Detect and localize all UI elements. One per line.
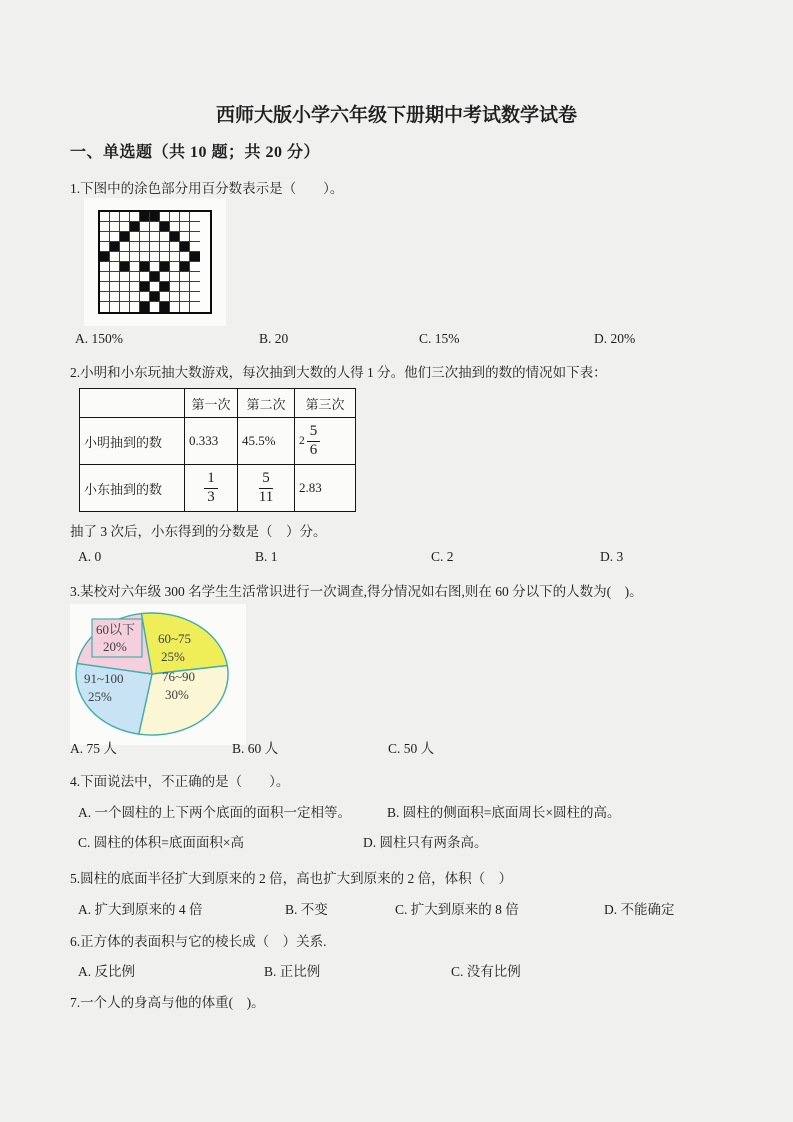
grid-cell (140, 252, 150, 262)
pie-pct-below60: 20% (103, 639, 127, 654)
grid-cell-shaded (190, 252, 200, 262)
grid-cell (130, 242, 140, 252)
q2-option-a: A. 0 (78, 549, 102, 564)
grid-cell (140, 242, 150, 252)
grid-cell (160, 292, 170, 302)
q2-numbers-table (79, 388, 356, 512)
grid-cell (110, 222, 120, 232)
cell-value: 0.333 (185, 418, 238, 465)
q4-option-a: A. 一个圆柱的上下两个底面的面积一定相等。 (78, 805, 351, 820)
grid-cell (120, 222, 130, 232)
pie-pct-60-75: 25% (161, 649, 185, 664)
grid-cell (160, 252, 170, 262)
q4-options-row-2 (0, 831, 793, 851)
grid-cell-shaded (160, 222, 170, 232)
grid-cell-shaded (150, 212, 160, 222)
grid-cell-shaded (160, 302, 170, 312)
grid-cell-shaded (170, 232, 180, 242)
grid-cell (110, 292, 120, 302)
grid-cell (120, 212, 130, 222)
question-3-text: 3.某校对六年级 300 名学生生活常识进行一次调查,得分情况如右图,则在 60 分以下的人数为( )。 (70, 584, 643, 599)
q1-shaded-grid-figure (84, 198, 226, 326)
table-header-row (80, 389, 356, 418)
question-7-text: 7.一个人的身高与他的体重( )。 (70, 995, 265, 1010)
grid-cell-shaded (150, 272, 160, 282)
grid-cell (190, 242, 200, 252)
grid-cell (190, 212, 200, 222)
q6-option-a: A. 反比例 (78, 964, 135, 979)
header-empty (80, 389, 185, 418)
grid-cell (150, 282, 160, 292)
grid-cell (180, 232, 190, 242)
table-row-xiaodong (80, 465, 356, 512)
grid-cell (120, 242, 130, 252)
grid-cell (130, 252, 140, 262)
q1-option-d: D. 20% (594, 331, 636, 346)
grid-cell-shaded (150, 292, 160, 302)
grid-cell (180, 292, 190, 302)
grid-cell (130, 282, 140, 292)
grid-cell (190, 292, 200, 302)
pie-pct-91-100: 25% (88, 689, 112, 704)
grid-cell-shaded (180, 262, 190, 272)
q5-option-c: C. 扩大到原来的 8 倍 (395, 902, 519, 917)
header-third: 第三次 (295, 389, 356, 418)
grid-cell (190, 282, 200, 292)
q3-option-a: A. 75 人 (70, 741, 117, 756)
grid-cell (190, 222, 200, 232)
q1-option-c: C. 15% (419, 331, 460, 346)
grid-cell (110, 262, 120, 272)
grid-cell-shaded (140, 262, 150, 272)
grid-cell (110, 232, 120, 242)
q2-option-c: C. 2 (431, 549, 454, 564)
grid-cell-shaded (100, 252, 110, 262)
grid-cell (160, 212, 170, 222)
q1-options-row (0, 331, 793, 351)
question-6-text: 6.正方体的表面积与它的棱长成（ ）关系. (70, 934, 327, 949)
grid-cell (130, 292, 140, 302)
grid-cell (180, 302, 190, 312)
grid-cell (110, 272, 120, 282)
grid-cell (180, 222, 190, 232)
question-5-text: 5.圆柱的底面半径扩大到原来的 2 倍，高也扩大到原来的 2 倍，体积（ ） (70, 871, 513, 886)
cell-value: 45.5% (238, 418, 295, 465)
grid-cell (100, 212, 110, 222)
grid-cell (130, 302, 140, 312)
grid-cell (150, 262, 160, 272)
q4-options-row-1 (0, 801, 793, 821)
grid-cell (190, 272, 200, 282)
q1-option-b: B. 20 (259, 331, 289, 346)
q6-option-c: C. 没有比例 (451, 964, 521, 979)
grid-cell (100, 302, 110, 312)
grid-cell-shaded (140, 302, 150, 312)
pie-label-60-75: 60~75 (158, 631, 192, 646)
cell-value: 2.83 (295, 465, 356, 512)
grid-cell (180, 252, 190, 262)
pie-label-below60: 60以下 (96, 622, 136, 637)
grid-cell (170, 282, 180, 292)
grid-cell (170, 302, 180, 312)
mixed-whole: 2 (299, 435, 305, 447)
grid-cell-shaded (140, 212, 150, 222)
grid-cell (150, 252, 160, 262)
q4-option-b: B. 圆柱的侧面积=底面周长×圆柱的高。 (387, 805, 621, 820)
q2-option-b: B. 1 (255, 549, 278, 564)
q1-option-a: A. 150% (75, 331, 123, 346)
q4-option-d: D. 圆柱只有两条高。 (363, 835, 488, 850)
grid-cell (170, 292, 180, 302)
grid-cell-shaded (160, 282, 170, 292)
pie-label-76-90: 76~90 (162, 669, 196, 684)
shaded-grid-image (98, 210, 212, 314)
grid-cell (170, 242, 180, 252)
grid-cell (110, 212, 120, 222)
score-pie-chart (70, 608, 246, 742)
grid-cell (100, 282, 110, 292)
grid-cell (130, 232, 140, 242)
grid-cell (110, 252, 120, 262)
grid-cell (170, 222, 180, 232)
grid-cell (160, 242, 170, 252)
grid-cell (180, 272, 190, 282)
grid-cell (150, 302, 160, 312)
grid-cell (170, 272, 180, 282)
grid-cell (100, 242, 110, 252)
grid-cell-shaded (160, 262, 170, 272)
grid-cell (110, 302, 120, 312)
cell-fraction (238, 465, 295, 512)
grid-cell (100, 222, 110, 232)
grid-cell-shaded (110, 242, 120, 252)
grid-cell (110, 282, 120, 292)
pie-pct-76-90: 30% (165, 687, 189, 702)
grid-cell (140, 222, 150, 232)
grid-cell (130, 262, 140, 272)
fraction: $\frac{1}{3}$ (204, 471, 218, 506)
grid-cell (120, 302, 130, 312)
q5-option-a: A. 扩大到原来的 4 倍 (78, 902, 203, 917)
grid-cell (170, 252, 180, 262)
grid-cell (100, 232, 110, 242)
question-1-text: 1.下图中的涂色部分用百分数表示是（ ）。 (70, 181, 344, 196)
grid-cell (120, 272, 130, 282)
grid-cell (130, 272, 140, 282)
q5-options-row (0, 898, 793, 918)
grid-cell (170, 262, 180, 272)
grid-cell (100, 292, 110, 302)
grid-cell (120, 292, 130, 302)
q6-option-b: B. 正比例 (264, 964, 321, 979)
grid-cell (160, 272, 170, 282)
grid-cell (190, 232, 200, 242)
q3-pie-figure (70, 604, 246, 745)
table-row-xiaoming (80, 418, 356, 465)
grid-cell (190, 262, 200, 272)
grid-cell (140, 292, 150, 302)
q5-option-b: B. 不变 (285, 902, 328, 917)
grid-cell-shaded (180, 242, 190, 252)
grid-cell (150, 232, 160, 242)
grid-cell (180, 282, 190, 292)
q5-option-d: D. 不能确定 (604, 902, 675, 917)
grid-cell (120, 252, 130, 262)
q4-option-c: C. 圆柱的体积=底面面积×高 (78, 835, 244, 850)
grid-cell (170, 212, 180, 222)
section-heading: 一、单选题（共 10 题；共 20 分） (70, 144, 321, 161)
row-label: 小东抽到的数 (80, 465, 185, 512)
grid-cell (150, 242, 160, 252)
grid-cell (130, 212, 140, 222)
grid-cell-shaded (140, 282, 150, 292)
grid-cell (180, 212, 190, 222)
grid-cell (140, 232, 150, 242)
grid-cell (140, 272, 150, 282)
question-2-text: 2.小明和小东玩抽大数游戏，每次抽到大数的人得 1 分。他们三次抽到的数的情况如下表： (70, 365, 607, 380)
cell-fraction (185, 465, 238, 512)
grid-cell (150, 222, 160, 232)
question-4-text: 4.下面说法中，不正确的是（ ）。 (70, 774, 290, 789)
row-label: 小明抽到的数 (80, 418, 185, 465)
header-first: 第一次 (185, 389, 238, 418)
q3-options-row (0, 737, 793, 757)
page-title: 西师大版小学六年级下册期中考试数学试卷 (215, 105, 577, 126)
fraction: $\frac{5}{6}$ (307, 424, 321, 459)
header-second: 第二次 (238, 389, 295, 418)
cell-mixed-number (295, 418, 356, 465)
grid-cell (120, 282, 130, 292)
grid-cell-shaded (120, 232, 130, 242)
q6-options-row (0, 960, 793, 980)
q2-option-d: D. 3 (600, 549, 624, 564)
pie-label-91-100: 91~100 (84, 671, 124, 686)
grid-cell-shaded (120, 262, 130, 272)
grid-cell (100, 272, 110, 282)
q2-after-text: 抽了 3 次后，小东得到的分数是（ ）分。 (70, 524, 327, 539)
grid-cell-shaded (130, 222, 140, 232)
q3-option-b: B. 60 人 (232, 741, 279, 756)
fraction: $\frac{5}{11}$ (258, 469, 274, 505)
grid-cell (190, 302, 200, 312)
grid-cell (100, 262, 110, 272)
q3-option-c: C. 50 人 (388, 741, 435, 756)
grid-cell (160, 232, 170, 242)
q2-options-row (0, 549, 793, 569)
